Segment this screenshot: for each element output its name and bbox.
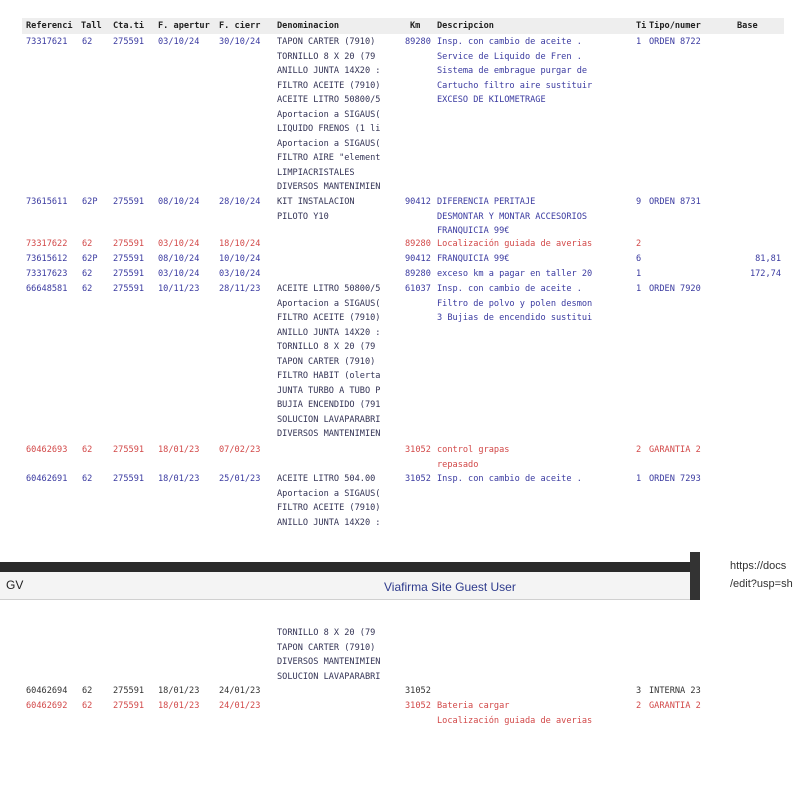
km-cell: 90412 [405,197,431,207]
cta-cell: 275591 [113,197,145,207]
km-cell: 31052 [405,686,431,696]
f-apertura-cell: 18/01/23 [158,474,200,484]
descripcion-line: Localización guiada de averias [437,715,593,726]
header-f-apertura: F. apertur [158,21,210,31]
km-cell: 89280 [405,269,431,279]
descripcion-line: Filtro de polvo y polen desmon [437,298,593,309]
denominacion-line: Aportacion a SIGAUS( [277,488,381,499]
header-cta: Cta.ti [113,21,145,31]
descripcion-line: DIFERENCIA PERITAJE [437,197,536,207]
table-row [0,684,784,699]
tall-cell: 62 [82,445,93,455]
base-cell: 81,81 [755,254,781,264]
tall-cell: 62 [82,474,93,484]
denominacion-line: TAPON CARTER (7910) [277,642,376,653]
descripcion-line: 3 Bujias de encendido sustitui [437,313,593,323]
denominacion-line: FILTRO AIRE "element [277,153,381,163]
ti-cell: 2 [636,239,642,249]
descripcion-line: exceso km a pagar en taller 20 [437,269,593,279]
km-cell: 31052 [405,445,431,455]
f-cierre-cell: 03/10/24 [219,269,261,279]
ref-cell: 73615612 [26,254,68,264]
denominacion-line: DIVERSOS MANTENIMIEN [277,657,381,667]
ti-cell: 9 [636,197,642,207]
descripcion-line: Insp. con cambio de aceite . [437,37,582,47]
ti-cell: 1 [636,37,642,47]
descripcion-line: Cartucho filtro aire sustituir [437,80,593,91]
f-apertura-cell: 03/10/24 [158,37,200,47]
f-apertura-cell: 18/01/23 [158,686,200,696]
cta-cell: 275591 [113,254,145,264]
denominacion-line: DIVERSOS MANTENIMIEN [277,429,381,439]
title-left-text: GV [6,578,24,592]
ti-cell: 6 [636,254,642,264]
f-cierre-cell: 18/10/24 [219,239,261,249]
f-apertura-cell: 10/11/23 [158,284,200,294]
ti-cell: 2 [636,701,642,711]
tipo-cell: ORDEN 8731 [649,197,701,207]
ref-cell: 66648581 [26,284,68,294]
descripcion-line: control grapas [437,445,510,455]
descripcion-line: DESMONTAR Y MONTAR ACCESORIOS [437,211,588,222]
denominacion-line: TAPON CARTER (7910) [277,37,376,47]
window-frame-top [0,562,690,572]
km-cell: 61037 [405,284,431,294]
km-cell: 89280 [405,239,431,249]
denominacion-line: TORNILLO 8 X 20 (79 [277,51,376,62]
title-bar [0,572,690,600]
header-ti: Ti [636,21,647,31]
header-tall: Tall [81,21,102,31]
descripcion-line: Insp. con cambio de aceite . [437,474,582,484]
ref-cell: 60462692 [26,701,68,711]
f-cierre-cell: 28/11/23 [219,284,261,294]
denominacion-line: SOLUCION LAVAPARABRI [277,414,381,425]
header-base: Base [737,21,758,31]
denominacion-line: ANILLO JUNTA 14X20 : [277,327,381,338]
denominacion-line: TORNILLO 8 X 20 (79 [277,628,376,638]
f-cierre-cell: 25/01/23 [219,474,261,484]
tipo-cell: ORDEN 8722 [649,37,701,47]
descripcion-line: repasado [437,459,479,470]
descripcion-line: Localización guiada de averias [437,239,593,249]
side-url-line-2[interactable]: /edit?usp=sh [730,578,793,590]
document-bottom-section [0,620,784,730]
denominacion-line: ACEITE LITRO 50800/5 [277,95,381,105]
denominacion-line: ACEITE LITRO 50800/5 [277,284,381,294]
ti-cell: 1 [636,269,642,279]
ref-cell: 73317623 [26,269,68,279]
f-cierre-cell: 28/10/24 [219,197,261,207]
cta-cell: 275591 [113,239,145,249]
f-cierre-cell: 30/10/24 [219,37,261,47]
denominacion-line: Aportacion a SIGAUS( [277,298,381,309]
denominacion-line: ACEITE LITRO 504.00 [277,474,376,484]
denominacion-line: FILTRO ACEITE (7910) [277,503,381,513]
cta-cell: 275591 [113,686,145,696]
table-row [0,252,784,267]
f-apertura-cell: 18/01/23 [158,445,200,455]
cta-cell: 275591 [113,37,145,47]
km-cell: 90412 [405,254,431,264]
table-row [0,237,784,252]
f-apertura-cell: 08/10/24 [158,197,200,207]
denominacion-line: FILTRO ACEITE (7910) [277,80,381,91]
table-row [0,699,784,714]
denominacion-line: Aportacion a SIGAUS( [277,138,381,149]
km-cell: 31052 [405,701,431,711]
side-url-line-1[interactable]: https://docs [730,560,787,572]
descripcion-line: FRANQUICIA 99€ [437,226,510,236]
ref-cell: 60462693 [26,445,68,455]
denominacion-line: BUJIA ENCENDIDO (791 [277,400,381,410]
right-margin [784,0,800,552]
denominacion-line: JUNTA TURBO A TUBO P [277,385,381,396]
tipo-cell: ORDEN 7920 [649,284,701,294]
side-panel-strip [690,552,700,600]
denominacion-line: FILTRO HABIT (olerta [277,371,381,381]
denominacion-line: TORNILLO 8 X 20 (79 [277,342,376,352]
ref-cell: 73317621 [26,37,68,47]
cta-cell: 275591 [113,284,145,294]
f-cierre-cell: 24/01/23 [219,701,261,711]
tall-cell: 62 [82,239,93,249]
denominacion-line: FILTRO ACEITE (7910) [277,313,381,323]
tall-cell: 62 [82,284,93,294]
cta-cell: 275591 [113,445,145,455]
km-cell: 31052 [405,474,431,484]
denominacion-line: LIMPIACRISTALES [277,167,355,178]
km-cell: 89280 [405,37,431,47]
title-center-text[interactable]: Viafirma Site Guest User [384,580,516,594]
table-row [0,267,784,282]
table-row [0,443,784,458]
descripcion-line: Sistema de embrague purgar de [437,66,588,76]
ti-cell: 1 [636,284,642,294]
tall-cell: 62P [82,254,98,264]
header-denominacion: Denominacion [277,21,340,31]
descripcion-line: EXCESO DE KILOMETRAGE [437,95,546,105]
tall-cell: 62 [82,701,93,711]
descripcion-line: Bateria cargar [437,701,510,711]
ti-cell: 1 [636,474,642,484]
f-apertura-cell: 08/10/24 [158,254,200,264]
denominacion-line: TAPON CARTER (7910) [277,356,376,367]
f-apertura-cell: 03/10/24 [158,239,200,249]
denominacion-line: SOLUCION LAVAPARABRI [277,671,381,682]
ref-cell: 60462691 [26,474,68,484]
f-apertura-cell: 03/10/24 [158,269,200,279]
descripcion-line: FRANQUICIA 99€ [437,254,510,264]
tall-cell: 62 [82,269,93,279]
denominacion-line: PILOTO Y10 [277,211,329,222]
descripcion-line: Service de Liquido de Fren . [437,51,582,62]
tall-cell: 62 [82,686,93,696]
tipo-cell: INTERNA 23 [649,686,701,696]
tall-cell: 62P [82,197,98,207]
header-f-cierre: F. cierr [219,21,261,31]
ti-cell: 3 [636,686,642,696]
cta-cell: 275591 [113,701,145,711]
denominacion-line: ANILLO JUNTA 14X20 : [277,517,381,528]
f-cierre-cell: 24/01/23 [219,686,261,696]
tipo-cell: ORDEN 7293 [649,474,701,484]
ref-cell: 73317622 [26,239,68,249]
tipo-cell: GARANTIA 2 [649,701,701,711]
denominacion-line: LIQUIDO FRENOS (1 li [277,124,381,134]
base-cell: 172,74 [749,269,781,279]
denominacion-line: Aportacion a SIGAUS( [277,109,381,120]
ti-cell: 2 [636,445,642,455]
ref-cell: 60462694 [26,686,68,696]
f-apertura-cell: 18/01/23 [158,701,200,711]
denominacion-line: ANILLO JUNTA 14X20 : [277,66,381,76]
header-referencia: Referenci [26,21,73,31]
cta-cell: 275591 [113,269,145,279]
f-cierre-cell: 10/10/24 [219,254,261,264]
header-km: Km [410,21,421,31]
denominacion-line: DIVERSOS MANTENIMIEN [277,182,381,192]
tall-cell: 62 [82,37,93,47]
header-tipo-numer: Tipo/numer [649,21,701,31]
ref-cell: 73615611 [26,197,68,207]
cta-cell: 275591 [113,474,145,484]
tipo-cell: GARANTIA 2 [649,445,701,455]
denominacion-line: KIT INSTALACION [277,197,355,207]
descripcion-line: Insp. con cambio de aceite . [437,284,582,294]
f-cierre-cell: 07/02/23 [219,445,261,455]
header-descripcion: Descripcion [437,21,494,31]
